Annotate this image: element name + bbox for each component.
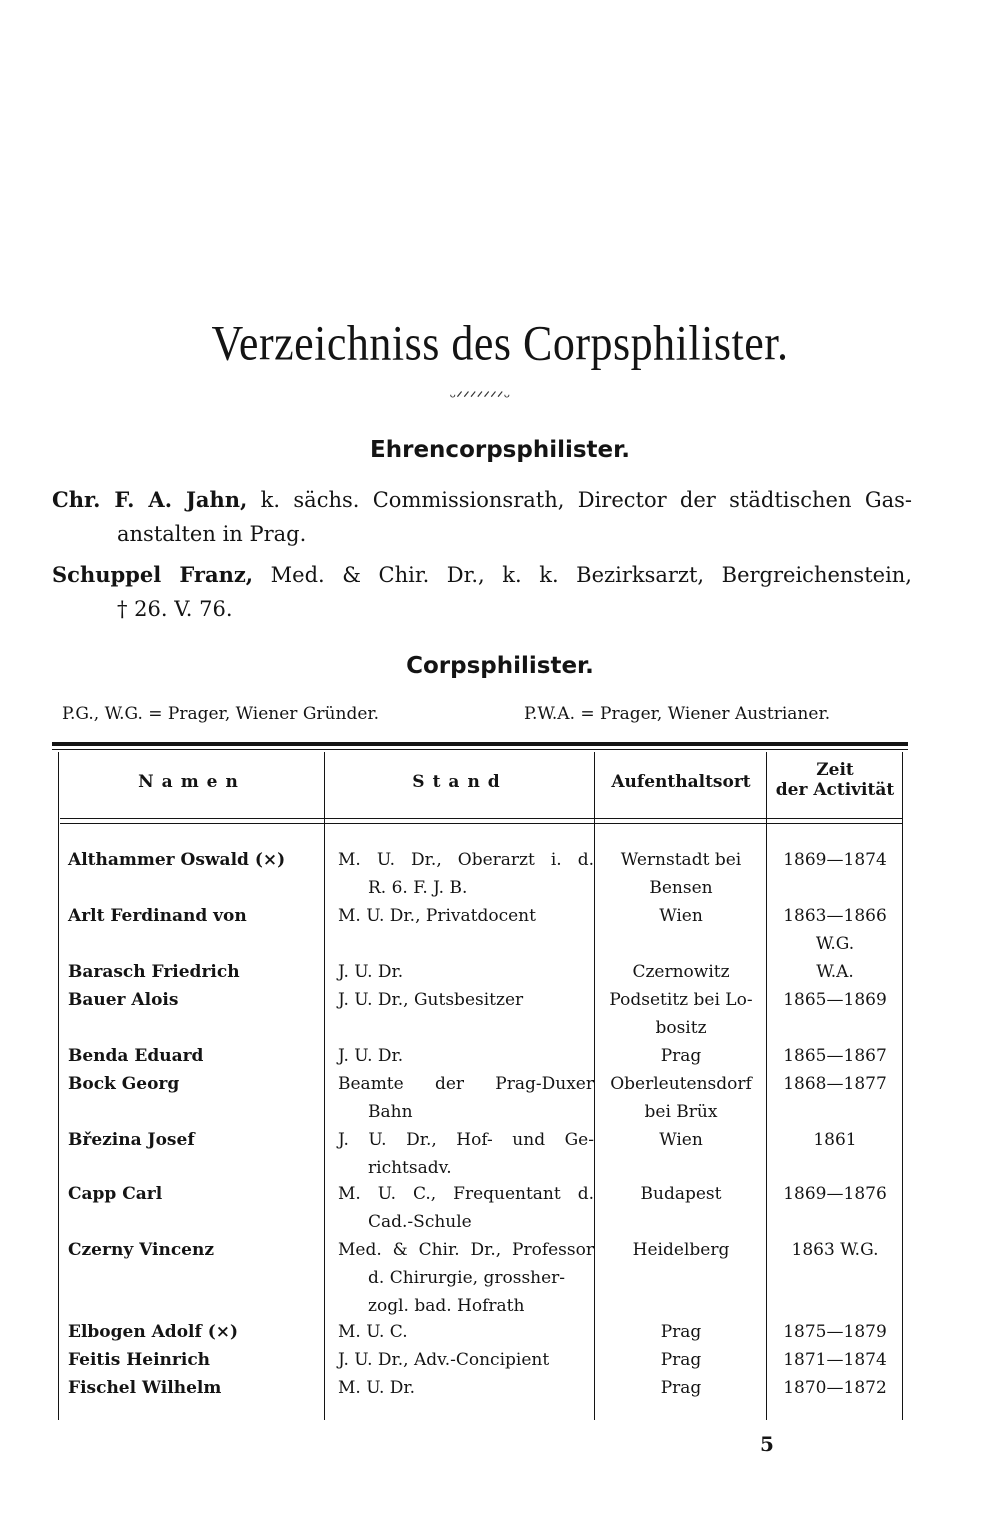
- honorary-entry-text: k. sächs. Commissionsrath, Director der städtischen Gas-: [247, 488, 912, 512]
- row-location-line: Oberleutensdorf: [610, 1074, 752, 1094]
- column-header-name: Namen: [138, 772, 246, 792]
- row-period: [770, 986, 900, 1014]
- page-number: 5: [760, 1432, 774, 1456]
- row-stand-line: Med. & Chir. Dr., Professor: [338, 1240, 594, 1260]
- row-location: [596, 1346, 766, 1374]
- row-location-line: Bensen: [649, 878, 713, 898]
- honorary-heading: Ehrencorpsphilister.: [370, 437, 630, 463]
- row-location-line: bositz: [655, 1018, 707, 1038]
- row-location: [596, 1236, 766, 1264]
- row-stand: [338, 1318, 594, 1346]
- column-divider: [766, 752, 767, 1420]
- row-location-line: Wien: [659, 906, 703, 926]
- row-location: [596, 902, 766, 930]
- row-period-line: 1863 W.G.: [791, 1240, 879, 1260]
- column-divider: [324, 752, 325, 1420]
- table-top-rule-thin: [52, 749, 908, 750]
- row-period: [770, 1126, 900, 1154]
- row-stand-line: M. U. Dr.: [338, 1378, 416, 1398]
- row-stand: [338, 986, 594, 1014]
- header-separator: [60, 823, 902, 824]
- honorary-entry-name: Chr. F. A. Jahn,: [52, 487, 248, 512]
- row-stand-line: M. U. C.: [338, 1322, 408, 1342]
- honorary-entry: [52, 559, 912, 591]
- row-name: Capp Carl: [68, 1184, 163, 1204]
- column-header-period-line2: der Activität: [775, 780, 895, 800]
- row-stand-line: Cad.-Schule: [368, 1212, 472, 1232]
- row-stand: [338, 1374, 594, 1402]
- row-stand: [338, 1126, 594, 1182]
- row-stand-line: d. Chirurgie, grossher-: [368, 1268, 566, 1288]
- row-name: Březina Josef: [68, 1130, 195, 1150]
- row-period-line: W.G.: [815, 934, 855, 954]
- abbreviation-note-right: P.W.A. = Prager, Wiener Austrianer.: [524, 704, 831, 724]
- row-name: Czerny Vincenz: [68, 1240, 215, 1260]
- row-name: Elbogen Adolf (×): [68, 1322, 239, 1342]
- row-name: Bock Georg: [68, 1074, 180, 1094]
- row-stand: [338, 958, 594, 986]
- row-period: [770, 1180, 900, 1208]
- honorary-entry-continuation: anstalten in Prag.: [117, 522, 307, 546]
- row-location-line: Wien: [659, 1130, 703, 1150]
- column-divider: [594, 752, 595, 1420]
- row-location-line: Czernowitz: [632, 962, 730, 982]
- row-location-line: Prag: [660, 1378, 702, 1398]
- row-name: Benda Eduard: [68, 1046, 204, 1066]
- table-border-right: [902, 752, 903, 1420]
- row-location-line: Prag: [660, 1322, 702, 1342]
- row-stand: [338, 1180, 594, 1236]
- row-location-line: Budapest: [640, 1184, 722, 1204]
- row-period: [770, 1318, 900, 1346]
- honorary-entry-continuation: † 26. V. 76.: [117, 597, 233, 621]
- row-period-line: 1869—1876: [783, 1184, 887, 1204]
- row-name: Bauer Alois: [68, 990, 179, 1010]
- row-stand: [338, 902, 594, 930]
- row-period-line: 1875—1879: [783, 1322, 887, 1342]
- corps-heading: Corpsphilister.: [406, 653, 594, 679]
- page-title: Verzeichniss des Corpsphilister.: [211, 316, 789, 371]
- row-location: [596, 986, 766, 1042]
- column-header-stand: Stand: [412, 772, 508, 792]
- row-location: [596, 1126, 766, 1154]
- row-location: [596, 958, 766, 986]
- row-name: Barasch Friedrich: [68, 962, 240, 982]
- honorary-entry-name: Schuppel Franz,: [52, 562, 254, 587]
- row-period-line: 1865—1867: [783, 1046, 887, 1066]
- row-name: Fischel Wilhelm: [68, 1378, 222, 1398]
- row-period-line: 1871—1874: [783, 1350, 887, 1370]
- row-location: [596, 846, 766, 902]
- row-stand-line: J. U. Dr., Hof- und Ge-: [338, 1130, 594, 1150]
- row-location: [596, 1180, 766, 1208]
- row-stand-line: J. U. Dr., Adv.-Concipient: [338, 1350, 550, 1370]
- row-period: [770, 1042, 900, 1070]
- row-period-line: 1861: [813, 1130, 857, 1150]
- row-name: Feitis Heinrich: [68, 1350, 211, 1370]
- row-period-line: 1868—1877: [783, 1074, 887, 1094]
- column-header-period: [768, 760, 902, 800]
- row-location-line: Heidelberg: [632, 1240, 730, 1260]
- row-stand-line: Beamte der Prag-Duxer: [338, 1074, 594, 1094]
- abbreviation-note-left: P.G., W.G. = Prager, Wiener Gründer.: [62, 704, 380, 724]
- row-stand-line: Bahn: [368, 1102, 413, 1122]
- row-period: [770, 1236, 900, 1264]
- row-period: [770, 958, 900, 986]
- row-period: [770, 846, 900, 874]
- row-stand-line: J. U. Dr.: [338, 1046, 404, 1066]
- row-stand: [338, 1042, 594, 1070]
- row-stand-line: richtsadv.: [368, 1158, 452, 1178]
- row-location-line: Podsetitz bei Lo-: [609, 990, 753, 1010]
- row-stand-line: M. U. Dr., Privatdocent: [338, 906, 536, 926]
- column-header-location: Aufenthaltsort: [611, 772, 751, 792]
- row-period-line: W.A.: [816, 962, 854, 982]
- row-stand: [338, 1070, 594, 1126]
- row-stand: [338, 846, 594, 902]
- header-separator: [60, 818, 902, 819]
- honorary-entry-text: Med. & Chir. Dr., k. k. Bezirksarzt, Bergreichenstein,: [253, 563, 912, 587]
- row-location-line: Prag: [660, 1350, 702, 1370]
- row-stand: [338, 1236, 594, 1320]
- row-period-line: 1869—1874: [783, 850, 887, 870]
- honorary-entry: [52, 484, 912, 516]
- row-location-line: bei Brüx: [644, 1102, 718, 1122]
- table-top-rule: [52, 742, 908, 746]
- row-location-line: Wernstadt bei: [620, 850, 742, 870]
- row-period-line: 1863—1866: [783, 906, 887, 926]
- row-period: [770, 1346, 900, 1374]
- table-border-left: [58, 752, 59, 1420]
- row-stand-line: J. U. Dr., Gutsbesitzer: [338, 990, 524, 1010]
- row-location: [596, 1042, 766, 1070]
- row-stand-line: R. 6. F. J. B.: [368, 878, 468, 898]
- row-period-line: 1865—1869: [783, 990, 887, 1010]
- row-period: [770, 1374, 900, 1402]
- row-period-line: 1870—1872: [783, 1378, 887, 1398]
- row-name: Althammer Oswald (×): [68, 850, 286, 870]
- row-stand: [338, 1346, 594, 1374]
- row-period: [770, 902, 900, 958]
- row-period: [770, 1070, 900, 1098]
- column-header-period-line1: Zeit: [816, 760, 854, 780]
- row-stand-line: zogl. bad. Hofrath: [368, 1296, 525, 1316]
- row-name: Arlt Ferdinand von: [68, 906, 247, 926]
- row-stand-line: M. U. C., Frequentant d.: [338, 1184, 594, 1204]
- ornament-divider: ᵕᐟᐟᐟᐟᐟᐟᐟᵕ: [449, 388, 511, 407]
- row-location: [596, 1318, 766, 1346]
- row-stand-line: M. U. Dr., Oberarzt i. d.: [338, 850, 594, 870]
- row-location: [596, 1070, 766, 1126]
- row-location-line: Prag: [660, 1046, 702, 1066]
- row-location: [596, 1374, 766, 1402]
- row-stand-line: J. U. Dr.: [338, 962, 404, 982]
